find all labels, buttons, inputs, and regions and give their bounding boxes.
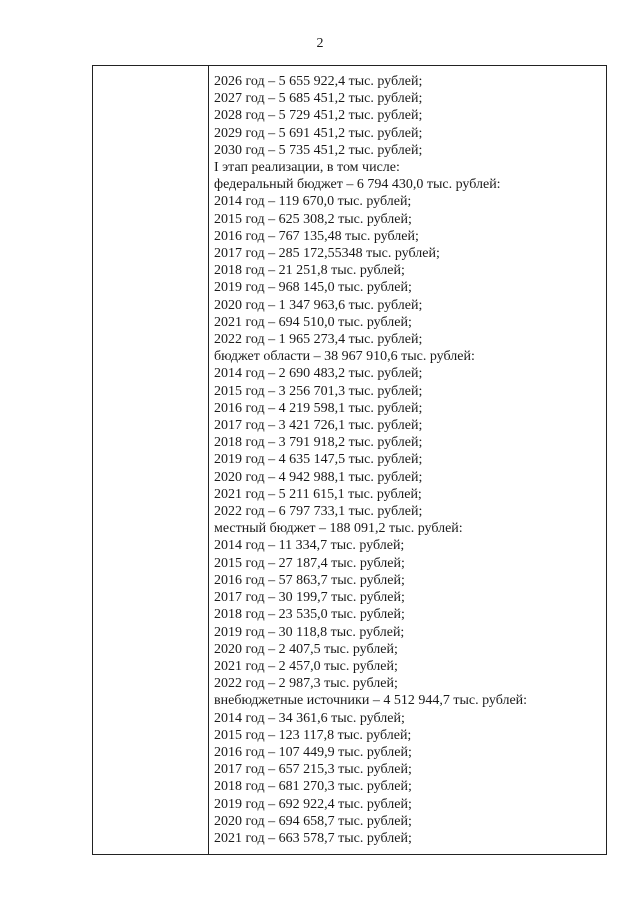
- funding-line: бюджет области – 38 967 910,6 тыс. рублей:: [214, 349, 475, 365]
- funding-line: 2020 год – 4 942 988,1 тыс. рублей;: [214, 469, 423, 485]
- column-divider: [208, 66, 209, 854]
- funding-line: 2019 год – 692 922,4 тыс. рублей;: [214, 796, 412, 812]
- funding-line: федеральный бюджет – 6 794 430,0 тыс. рублей:: [214, 177, 501, 193]
- funding-line: 2017 год – 657 215,3 тыс. рублей;: [214, 762, 412, 778]
- funding-line: 2022 год – 1 965 273,4 тыс. рублей;: [214, 332, 423, 348]
- funding-line: 2018 год – 681 270,3 тыс. рублей;: [214, 779, 412, 795]
- funding-line: I этап реализации, в том числе:: [214, 160, 400, 176]
- funding-line: 2015 год – 3 256 701,3 тыс. рублей;: [214, 383, 423, 399]
- funding-line: 2017 год – 3 421 726,1 тыс. рублей;: [214, 418, 423, 434]
- funding-line: 2017 год – 30 199,7 тыс. рублей;: [214, 590, 405, 606]
- funding-line: 2019 год – 968 145,0 тыс. рублей;: [214, 280, 412, 296]
- funding-line: 2030 год – 5 735 451,2 тыс. рублей;: [214, 142, 423, 158]
- funding-line: 2022 год – 6 797 733,1 тыс. рублей;: [214, 504, 423, 520]
- funding-line: местный бюджет – 188 091,2 тыс. рублей:: [214, 521, 463, 537]
- funding-line: 2021 год – 663 578,7 тыс. рублей;: [214, 830, 412, 846]
- funding-line: 2016 год – 4 219 598,1 тыс. рублей;: [214, 400, 423, 416]
- funding-line: 2014 год – 34 361,6 тыс. рублей;: [214, 710, 405, 726]
- funding-line: 2021 год – 5 211 615,1 тыс. рублей;: [214, 486, 422, 502]
- funding-line: 2019 год – 30 118,8 тыс. рублей;: [214, 624, 405, 640]
- funding-line: 2027 год – 5 685 451,2 тыс. рублей;: [214, 91, 423, 107]
- funding-line: 2019 год – 4 635 147,5 тыс. рублей;: [214, 452, 423, 468]
- funding-line: 2026 год – 5 655 922,4 тыс. рублей;: [214, 74, 423, 89]
- funding-line: 2016 год – 107 449,9 тыс. рублей;: [214, 744, 412, 760]
- funding-line: 2015 год – 27 187,4 тыс. рублей;: [214, 555, 405, 571]
- funding-line: 2014 год – 119 670,0 тыс. рублей;: [214, 194, 412, 210]
- funding-line: 2018 год – 3 791 918,2 тыс. рублей;: [214, 435, 423, 451]
- funding-line: 2028 год – 5 729 451,2 тыс. рублей;: [214, 108, 423, 124]
- funding-line: 2017 год – 285 172,55348 тыс. рублей;: [214, 246, 440, 262]
- funding-line: 2015 год – 625 308,2 тыс. рублей;: [214, 211, 412, 227]
- page-number: 2: [316, 36, 324, 51]
- funding-line: 2020 год – 1 347 963,6 тыс. рублей;: [214, 297, 423, 313]
- funding-details-cell: [214, 73, 602, 847]
- funding-line: 2020 год – 2 407,5 тыс. рублей;: [214, 641, 398, 657]
- funding-line: 2018 год – 23 535,0 тыс. рублей;: [214, 607, 405, 623]
- funding-line: 2015 год – 123 117,8 тыс. рублей;: [214, 727, 412, 743]
- funding-line: 2020 год – 694 658,7 тыс. рублей;: [214, 813, 412, 829]
- funding-line: 2022 год – 2 987,3 тыс. рублей;: [214, 676, 398, 692]
- funding-line: 2018 год – 21 251,8 тыс. рублей;: [214, 263, 405, 279]
- funding-table: [92, 65, 607, 855]
- funding-line: 2016 год – 57 863,7 тыс. рублей;: [214, 572, 405, 588]
- funding-line: 2014 год – 2 690 483,2 тыс. рублей;: [214, 366, 423, 382]
- funding-line: 2029 год – 5 691 451,2 тыс. рублей;: [214, 125, 423, 141]
- funding-line: внебюджетные источники – 4 512 944,7 тыс. рублей:: [214, 693, 528, 709]
- funding-line: 2016 год – 767 135,48 тыс. рублей;: [214, 228, 419, 244]
- funding-line: 2021 год – 2 457,0 тыс. рублей;: [214, 658, 398, 674]
- funding-line: 2014 год – 11 334,7 тыс. рублей;: [214, 538, 405, 554]
- funding-line: 2021 год – 694 510,0 тыс. рублей;: [214, 314, 412, 330]
